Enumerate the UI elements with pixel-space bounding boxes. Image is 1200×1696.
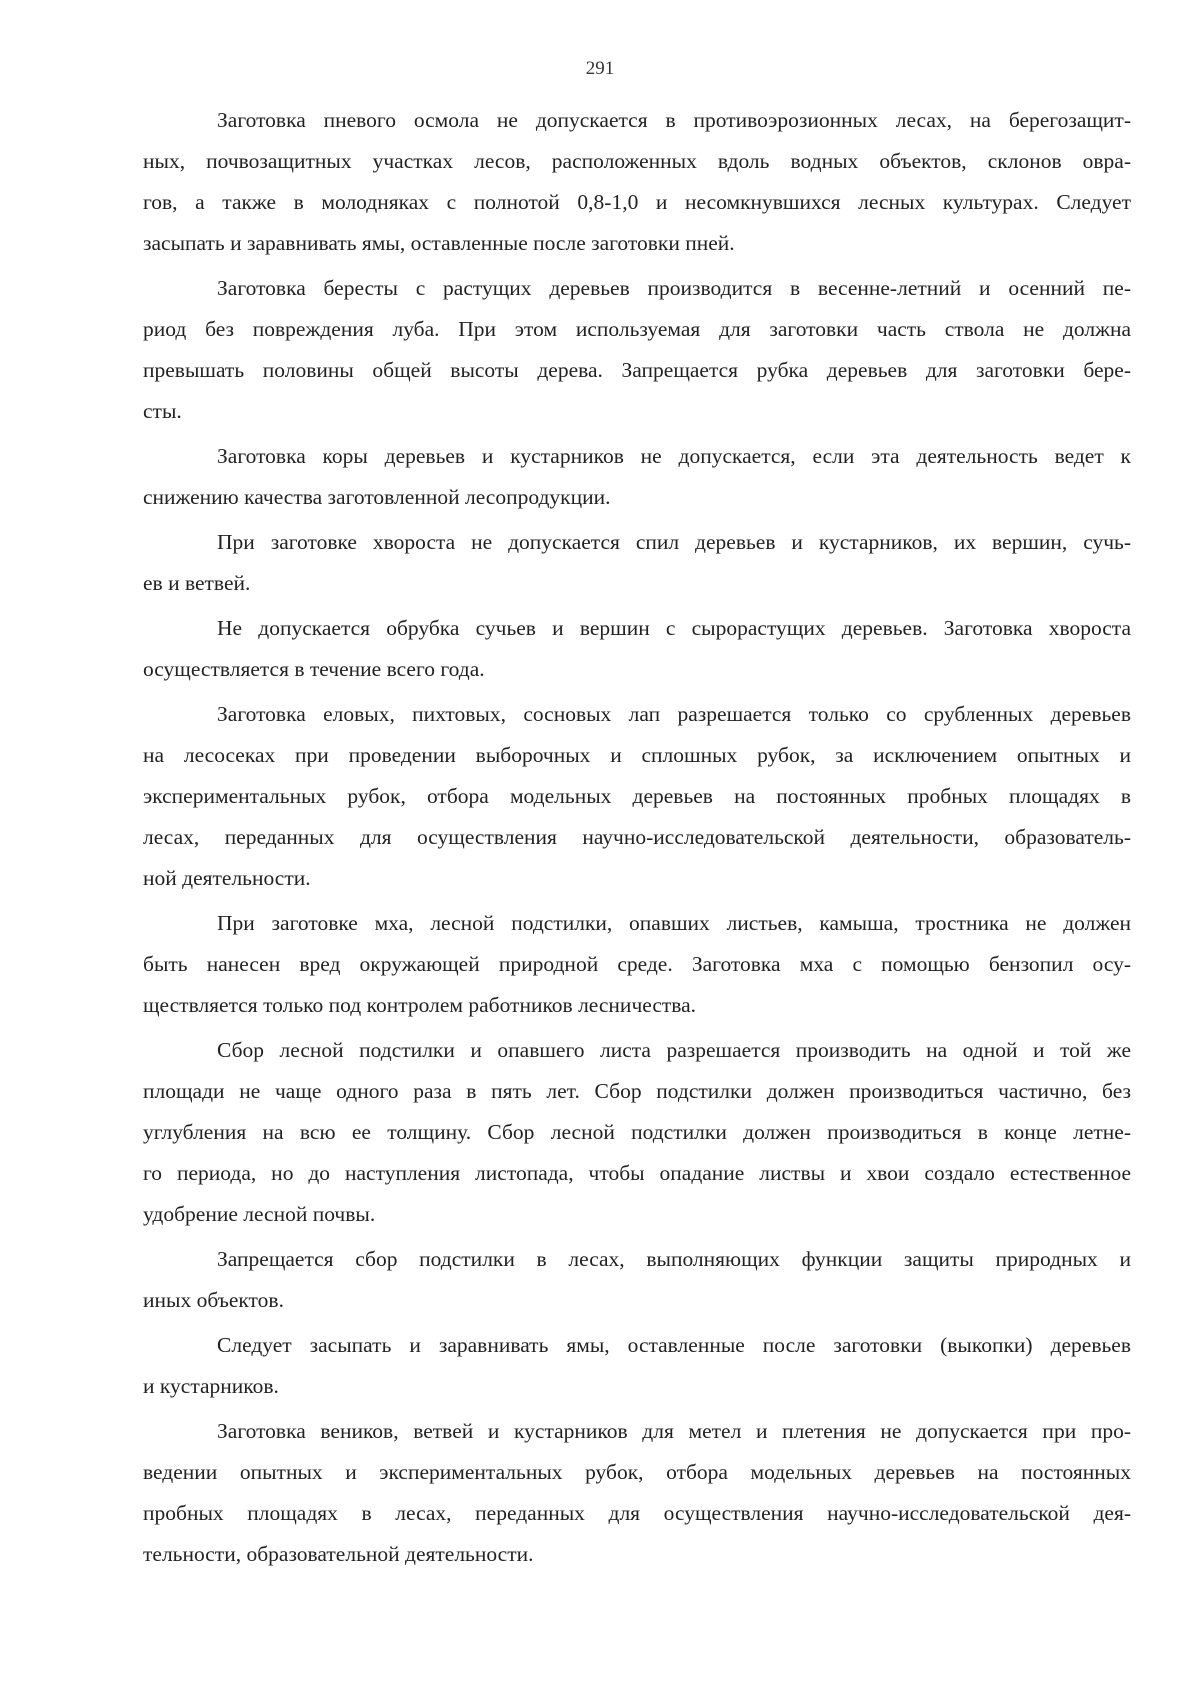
text-line: иных объектов.	[143, 1288, 284, 1312]
text-line: превышать половины общей высоты дерева. Запрещается рубка деревьев для заготовки бере-	[143, 358, 1131, 382]
text-line: ной деятельности.	[143, 866, 311, 890]
text-line: Заготовка бересты с растущих деревьев производится в весенне-летний и осенний пе-	[217, 276, 1131, 300]
text-line: удобрение лесной почвы.	[143, 1202, 376, 1226]
text-line: Заготовка веников, ветвей и кустарников для метел и плетения не допускается при про-	[217, 1419, 1131, 1443]
text-line: пробных площадях в лесах, переданных для осуществления научно-исследовательской дея-	[143, 1501, 1131, 1525]
text-line: тельности, образовательной деятельности.	[143, 1542, 534, 1566]
text-line: углубления на всю ее толщину. Сбор лесной подстилки должен производиться в конце летне-	[143, 1120, 1131, 1144]
text-line: площади не чаще одного раза в пять лет. Сбор подстилки должен производиться частично, без	[143, 1079, 1131, 1103]
text-line: Запрещается сбор подстилки в лесах, выполняющих функции защиты природных и	[217, 1247, 1131, 1271]
paragraph	[143, 903, 1131, 1026]
text-line: осуществляется в течение всего года.	[143, 657, 485, 681]
text-line: быть нанесен вред окружающей природной среде. Заготовка мха с помощью бензопил осу-	[143, 952, 1131, 976]
text-line: Сбор лесной подстилки и опавшего листа разрешается производить на одной и той же	[217, 1038, 1131, 1062]
text-line: ных, почвозащитных участках лесов, расположенных вдоль водных объектов, склонов овра-	[143, 149, 1131, 173]
paragraph	[143, 1325, 1131, 1407]
text-line: го периода, но до наступления листопада, чтобы опадание листвы и хвои создало естественное	[143, 1161, 1131, 1185]
paragraph	[143, 1411, 1131, 1575]
paragraph	[143, 694, 1131, 899]
document-body	[143, 100, 1131, 1579]
text-line: При заготовке мха, лесной подстилки, опавших листьев, камыша, тростника не должен	[217, 911, 1131, 935]
paragraph	[143, 436, 1131, 518]
paragraph	[143, 268, 1131, 432]
text-line: При заготовке хвороста не допускается спил деревьев и кустарников, их вершин, сучь-	[217, 530, 1131, 554]
text-line: на лесосеках при проведении выборочных и сплошных рубок, за исключением опытных и	[143, 743, 1131, 767]
paragraph	[143, 1239, 1131, 1321]
paragraph	[143, 1030, 1131, 1235]
text-line: Заготовка еловых, пихтовых, сосновых лап разрешается только со срубленных деревьев	[217, 702, 1131, 726]
text-line: ев и ветвей.	[143, 571, 251, 595]
paragraph	[143, 522, 1131, 604]
text-line: сты.	[143, 399, 182, 423]
text-line: лесах, переданных для осуществления научно-исследовательской деятельности, образователь-	[143, 825, 1131, 849]
text-line: риод без повреждения луба. При этом используемая для заготовки часть ствола не должна	[143, 317, 1131, 341]
text-line: Не допускается обрубка сучьев и вершин с сырорастущих деревьев. Заготовка хвороста	[217, 616, 1131, 640]
text-line: экспериментальных рубок, отбора модельных деревьев на постоянных пробных площадях в	[143, 784, 1131, 808]
text-line: гов, а также в молодняках с полнотой 0,8-1,0 и несомкнувшихся лесных культурах. Следует	[143, 190, 1131, 214]
text-line: засыпать и заравнивать ямы, оставленные после заготовки пней.	[143, 231, 735, 255]
text-line: Следует засыпать и заравнивать ямы, оставленные после заготовки (выкопки) деревьев	[217, 1333, 1131, 1357]
paragraph	[143, 100, 1131, 264]
text-line: снижению качества заготовленной лесопродукции.	[143, 485, 611, 509]
text-line: и кустарников.	[143, 1374, 279, 1398]
text-line: Заготовка коры деревьев и кустарников не допускается, если эта деятельность ведет к	[217, 444, 1131, 468]
text-line: ведении опытных и экспериментальных рубок, отбора модельных деревьев на постоянных	[143, 1460, 1131, 1484]
text-line: Заготовка пневого осмола не допускается в противоэрозионных лесах, на берегозащит-	[217, 108, 1131, 132]
text-line: ществляется только под контролем работников лесничества.	[143, 993, 697, 1017]
paragraph	[143, 608, 1131, 690]
page-number: 291	[585, 58, 615, 79]
